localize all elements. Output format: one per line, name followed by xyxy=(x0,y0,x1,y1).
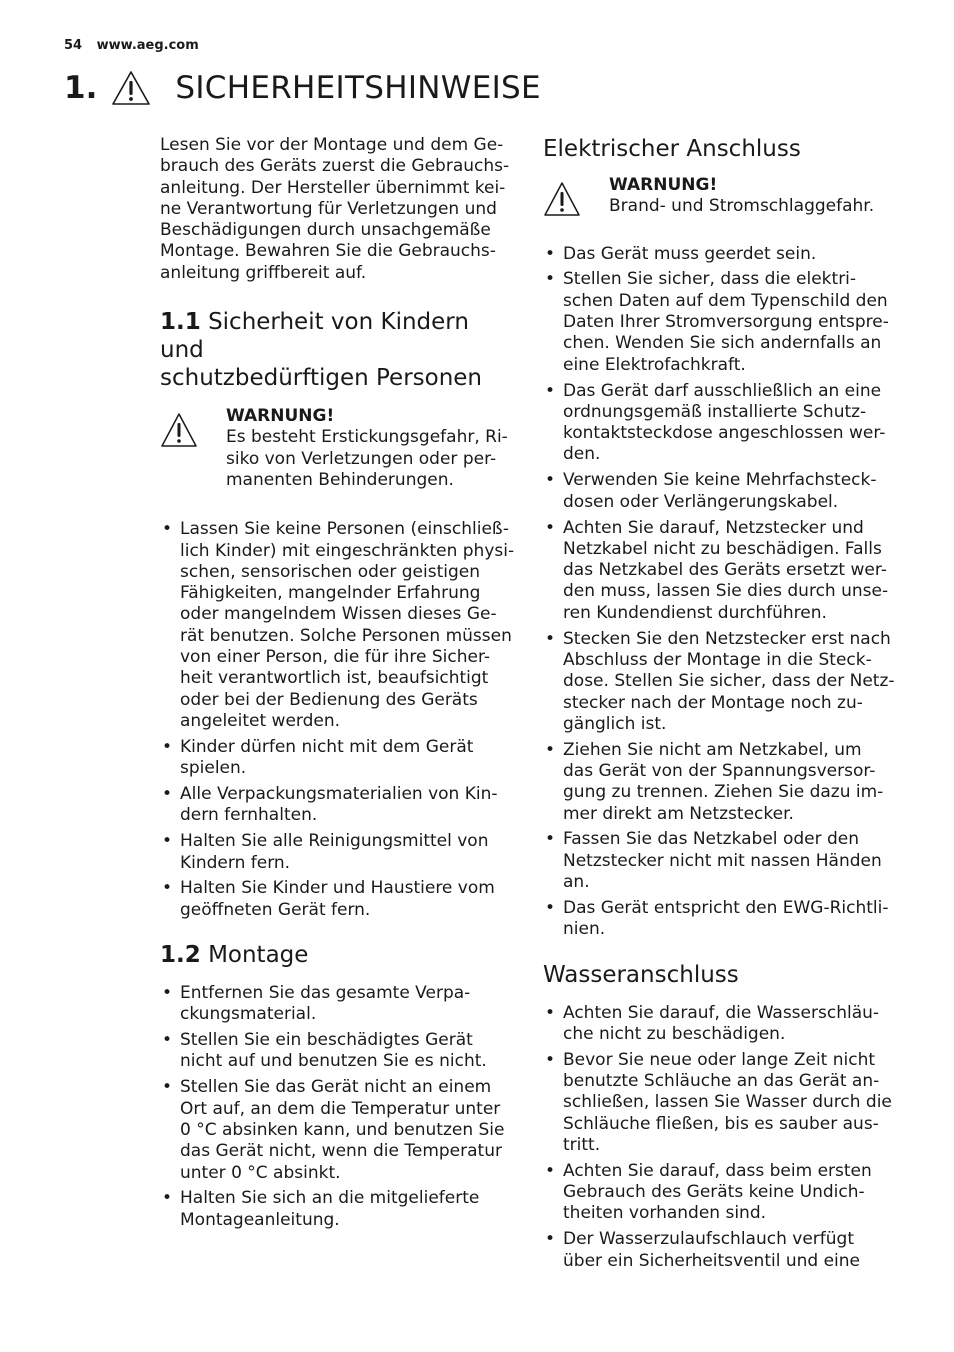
warning-title: WARNUNG! xyxy=(226,406,335,427)
list-item-line: Kinder dürfen nicht mit dem Gerät xyxy=(180,736,474,757)
list-item-line: an. xyxy=(563,872,590,893)
list-item-line: rät benutzen. Solche Personen müssen xyxy=(180,625,512,646)
list-item xyxy=(543,898,903,941)
list-item-line: Bevor Sie neue oder lange Zeit nicht xyxy=(563,1049,876,1070)
list-item xyxy=(160,831,516,874)
list-item-line: eine Elektrofachkraft. xyxy=(563,354,746,375)
list-item xyxy=(160,1077,516,1183)
warning-line: manenten Behinderungen. xyxy=(226,469,454,490)
list-item-line: lich Kinder) mit eingeschränkten physi- xyxy=(180,540,515,561)
list-item-line: unter 0 °C absinkt. xyxy=(180,1162,341,1183)
list-item-line: Achten Sie darauf, Netzstecker und xyxy=(563,517,864,538)
list-item-line: chen. Wenden Sie sich andernfalls an xyxy=(563,333,882,354)
section-1-2-heading xyxy=(160,941,516,969)
list-item xyxy=(543,470,903,513)
list-item-line: dose. Stellen Sie sicher, dass der Netz- xyxy=(563,671,895,692)
intro-line: ne Verantwortung für Verletzungen und xyxy=(160,198,497,219)
list-item-line: schen, sensorischen oder geistigen xyxy=(180,561,480,582)
list-item xyxy=(543,244,903,265)
warning-triangle-icon xyxy=(111,70,151,106)
list-item-line: Abschluss der Montage in die Steck- xyxy=(563,649,872,670)
list-item xyxy=(160,983,516,1026)
warning-line: Brand- und Stromschlaggefahr. xyxy=(609,196,875,217)
list-item-line: Achten Sie darauf, die Wasserschläu- xyxy=(563,1002,880,1023)
list-item-line: spielen. xyxy=(180,758,247,779)
list-item-line: dern fernhalten. xyxy=(180,805,318,826)
list-item-line: Montageanleitung. xyxy=(180,1209,340,1230)
right-column xyxy=(543,135,903,1276)
list-item-line: Entfernen Sie das gesamte Verpa- xyxy=(180,982,471,1003)
list-item xyxy=(543,1003,903,1046)
list-item-line: Kindern fern. xyxy=(180,852,291,873)
list-item-line: das Gerät von der Spannungsversor- xyxy=(563,760,876,781)
chapter-heading xyxy=(64,66,541,110)
list-item-line: oder mangelndem Wissen dieses Ge- xyxy=(180,604,497,625)
warning-line: siko von Verletzungen oder per- xyxy=(226,448,497,469)
list-item-line: über ein Sicherheitsventil und eine xyxy=(563,1250,861,1271)
list-item-line: angeleitet werden. xyxy=(180,710,341,731)
intro-line: Beschädigungen durch unsachgemäße xyxy=(160,220,491,241)
list-item-line: schen Daten auf dem Typenschild den xyxy=(563,290,888,311)
list-item-line: Stellen Sie sicher, dass die elektri- xyxy=(563,269,857,290)
chapter-number: 1. xyxy=(64,70,98,106)
list-item-line: Achten Sie darauf, dass beim ersten xyxy=(563,1160,872,1181)
list-item-line: Daten Ihrer Stromversorgung entspre- xyxy=(563,312,889,333)
chapter-title: SICHERHEITSHINWEISE xyxy=(175,70,541,106)
list-item xyxy=(543,1229,903,1272)
list-item-line: heit verantwortlich ist, beaufsichtigt xyxy=(180,668,489,689)
intro-paragraph xyxy=(160,135,516,284)
list-item-line: Netzkabel nicht zu beschädigen. Falls xyxy=(563,538,882,559)
list-item-line: ren Kundendienst durchführen. xyxy=(563,602,827,623)
list-item-line: Ort auf, an dem die Temperatur unter xyxy=(180,1098,501,1119)
list-item-line: Stellen Sie das Gerät nicht an einem xyxy=(180,1077,492,1098)
intro-line: anleitung griffbereit auf. xyxy=(160,262,367,283)
wasseranschluss-heading: Wasseranschluss xyxy=(543,961,739,988)
list-item-line: 0 °C absinken kann, und benutzen Sie xyxy=(180,1119,505,1140)
list-item xyxy=(160,519,516,732)
list-item-line: Ziehen Sie nicht am Netzkabel, um xyxy=(563,739,862,760)
list-item-line: geöffneten Gerät fern. xyxy=(180,899,371,920)
list-item-line: stecker nach der Montage noch zu- xyxy=(563,692,863,713)
list-item xyxy=(543,740,903,825)
list-item-line: Halten Sie Kinder und Haustiere vom xyxy=(180,878,495,899)
list-item xyxy=(160,737,516,780)
intro-line: Montage. Bewahren Sie die Gebrauchs- xyxy=(160,241,496,262)
list-item-line: oder bei der Bedienung des Geräts xyxy=(180,689,478,710)
list-item-line: che nicht zu beschädigen. xyxy=(563,1023,786,1044)
list-item-line: Lassen Sie keine Personen (einschließ- xyxy=(180,519,510,540)
list-item xyxy=(160,784,516,827)
page-header xyxy=(64,38,199,53)
wasseranschluss-bullet-list xyxy=(543,1003,903,1272)
list-item-line: Stecken Sie den Netzstecker erst nach xyxy=(563,628,891,649)
list-item xyxy=(543,629,903,735)
list-item xyxy=(160,1030,516,1073)
warning-text xyxy=(226,406,508,491)
list-item xyxy=(160,1188,516,1231)
warning-box-children xyxy=(160,406,516,491)
list-item-line: mer direkt am Netzstecker. xyxy=(563,803,794,824)
list-item-line: das Gerät nicht, wenn die Temperatur xyxy=(180,1141,502,1162)
list-item-line: dosen oder Verlängerungskabel. xyxy=(563,491,839,512)
list-item-line: gung zu trennen. Ziehen Sie dazu im- xyxy=(563,782,884,803)
list-item-line: nicht auf und benutzen Sie es nicht. xyxy=(180,1051,487,1072)
elektrischer-anschluss-bullet-list xyxy=(543,244,903,941)
list-item-line: von einer Person, die für ihre Sicher- xyxy=(180,647,491,668)
section-1-1-title-line-1: Sicherheit von Kindern und xyxy=(160,309,469,364)
section-1-1-title-line-2: schutzbedürftigen Personen xyxy=(160,365,483,392)
list-item-line: tritt. xyxy=(563,1134,601,1155)
list-item xyxy=(543,518,903,624)
warning-triangle-icon xyxy=(543,181,581,217)
list-item-line: den muss, lassen Sie dies durch unse- xyxy=(563,581,889,602)
elektrischer-anschluss-heading: Elektrischer Anschluss xyxy=(543,136,801,162)
warning-text xyxy=(609,175,874,218)
list-item-line: Gebrauch des Geräts keine Undich- xyxy=(563,1182,865,1203)
list-item-line: kontaktsteckdose angeschlossen wer- xyxy=(563,423,886,444)
list-item-line: benutzte Schläuche an das Gerät an- xyxy=(563,1071,880,1092)
section-1-2-bullet-list xyxy=(160,983,516,1231)
page-number: 54 xyxy=(64,38,83,53)
list-item-line: Der Wasserzulaufschlauch verfügt xyxy=(563,1229,854,1250)
intro-line: brauch des Geräts zuerst die Gebrauchs- xyxy=(160,156,510,177)
list-item-line: Halten Sie sich an die mitgelieferte xyxy=(180,1188,480,1209)
list-item-line: Verwenden Sie keine Mehrfachsteck- xyxy=(563,470,877,491)
section-1-2-title: Montage xyxy=(208,941,309,968)
list-item-line: Fähigkeiten, mangelnder Erfahrung xyxy=(180,583,481,604)
website-link[interactable]: www.aeg.com xyxy=(96,38,199,53)
list-item-line: Halten Sie alle Reinigungsmittel von xyxy=(180,831,489,852)
section-1-1-bullet-list xyxy=(160,519,516,921)
warning-box-electrical xyxy=(543,175,903,218)
list-item xyxy=(160,878,516,921)
list-item-line: Das Gerät entspricht den EWG-Richtli- xyxy=(563,897,889,918)
list-item-line: Das Gerät darf ausschließlich an eine xyxy=(563,380,882,401)
list-item xyxy=(543,269,903,375)
list-item xyxy=(543,1050,903,1156)
list-item xyxy=(543,1161,903,1225)
list-item-line: Stellen Sie ein beschädigtes Gerät xyxy=(180,1030,473,1051)
list-item-line: den. xyxy=(563,444,601,465)
section-1-2-number: 1.2 xyxy=(160,941,201,968)
list-item-line: schließen, lassen Sie Wasser durch die xyxy=(563,1092,892,1113)
list-item xyxy=(543,829,903,893)
left-column xyxy=(160,135,516,1236)
intro-line: Lesen Sie vor der Montage und dem Ge- xyxy=(160,135,504,155)
warning-line: Es besteht Erstickungsgefahr, Ri- xyxy=(226,427,508,448)
list-item-line: nien. xyxy=(563,919,606,940)
intro-line: anleitung. Der Hersteller übernimmt kei- xyxy=(160,177,506,198)
list-item-line: ordnungsgemäß installierte Schutz- xyxy=(563,401,867,422)
list-item-line: Netzstecker nicht mit nassen Händen xyxy=(563,850,882,871)
list-item-line: gänglich ist. xyxy=(563,713,667,734)
list-item-line: ckungsmaterial. xyxy=(180,1004,317,1025)
list-item-line: Schläuche fließen, bis es sauber aus- xyxy=(563,1113,879,1134)
list-item-line: das Netzkabel des Geräts ersetzt wer- xyxy=(563,560,887,581)
section-1-1-heading xyxy=(160,308,516,392)
warning-triangle-icon xyxy=(160,412,198,448)
list-item-line: Alle Verpackungsmaterialien von Kin- xyxy=(180,784,498,805)
warning-title: WARNUNG! xyxy=(609,175,718,195)
list-item-line: Das Gerät muss geerdet sein. xyxy=(563,243,817,264)
list-item-line: theiten vorhanden sind. xyxy=(563,1203,767,1224)
list-item-line: Fassen Sie das Netzkabel oder den xyxy=(563,829,860,850)
list-item xyxy=(543,381,903,466)
section-1-1-number: 1.1 xyxy=(160,309,201,336)
